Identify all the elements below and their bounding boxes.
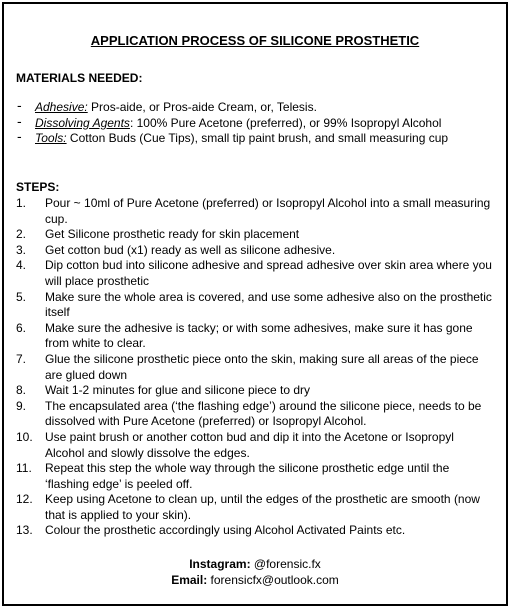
step-text: Repeat this step the whole way through the silicone prosthetic edge until the ‘flashing edge’ is peeled off.	[45, 461, 450, 491]
step-number: 5.	[16, 289, 27, 304]
step-number: 7.	[16, 351, 27, 366]
step-item	[16, 383, 494, 399]
instagram-handle: @forensic.fx	[250, 557, 321, 571]
step-text: Make sure the whole area is covered, and use some adhesive also on the prosthetic itself	[45, 289, 492, 320]
step-number: 8.	[16, 383, 27, 398]
step-number: 13.	[16, 523, 33, 538]
step-item	[16, 290, 494, 321]
step-number: 4.	[16, 258, 27, 273]
step-number: 6.	[16, 320, 27, 335]
bullet-dash: -	[17, 128, 22, 144]
materials-heading: MATERIALS NEEDED:	[16, 71, 143, 85]
material-text: : 100% Pure Acetone (preferred), or 99% Isopropyl Alcohol	[129, 115, 442, 130]
email-address: forensicfx@outlook.com	[207, 573, 339, 587]
step-item	[16, 399, 494, 430]
material-label: Dissolving Agents	[35, 115, 130, 130]
material-label: Adhesive:	[35, 100, 88, 114]
document-title: APPLICATION PROCESS OF SILICONE PROSTHETIC	[90, 33, 420, 48]
step-number: 11.	[16, 461, 32, 476]
step-item	[16, 258, 494, 289]
instagram-line	[4, 556, 506, 572]
step-number: 2.	[16, 227, 27, 242]
step-text: Colour the prosthetic accordingly using Alcohol Activated Paints etc.	[45, 523, 406, 538]
material-text: Pros-aide, or Pros-aide Cream, or, Telesis.	[87, 100, 317, 114]
step-item	[16, 492, 494, 523]
step-item	[16, 243, 494, 259]
step-text: Keep using Acetone to clean up, until the edges of the prosthetic are smooth (now that is applied to your skin).	[45, 492, 480, 522]
step-number: 12.	[16, 492, 33, 507]
email-line	[4, 572, 506, 588]
step-text: Use paint brush or another cotton bud and dip it into the Acetone or Isopropyl Alcohol and slowly dissolve the edges.	[45, 429, 454, 460]
material-text: Cotton Buds (Cue Tips), small tip paint brush, and small measuring cup	[66, 131, 449, 145]
steps-list	[16, 196, 494, 539]
materials-list	[16, 97, 496, 147]
contact-footer	[4, 556, 506, 588]
step-text: Get cotton bud (x1) ready as well as silicone adhesive.	[45, 242, 336, 257]
step-number: 1.	[16, 196, 27, 210]
material-item-tools	[16, 128, 496, 147]
bullet-dash: -	[17, 97, 22, 113]
step-text: Wait 1-2 minutes for glue and silicone piece to dry	[45, 383, 311, 398]
step-text: Dip cotton bud into silicone adhesive and spread adhesive over skin area where you will place prosthetic	[45, 258, 492, 288]
step-text: Make sure the adhesive is tacky; or with some adhesives, make sure it has gone from white to clear.	[45, 320, 473, 351]
step-text: The encapsulated area (‘the flashing edge’) around the silicone piece, needs to be dissolved with Pure Acetone (preferred) or Isopropyl Alcohol.	[45, 398, 482, 429]
bullet-dash: -	[17, 112, 22, 129]
material-item-dissolving-agents	[16, 112, 496, 132]
step-item	[16, 352, 494, 383]
step-item	[16, 430, 494, 461]
material-item-adhesive	[16, 97, 496, 116]
instagram-label: Instagram:	[189, 557, 251, 571]
document-page	[2, 2, 508, 606]
step-number: 10.	[16, 429, 33, 444]
step-item	[16, 461, 494, 492]
step-text: Glue the silicone prosthetic piece onto the skin, making sure all areas of the piece are glued down	[45, 351, 479, 382]
step-number: 3.	[16, 242, 27, 257]
email-label: Email:	[171, 573, 208, 587]
step-text: Get Silicone prosthetic ready for skin placement	[45, 227, 300, 242]
step-number: 9.	[16, 398, 27, 413]
material-label: Tools:	[35, 131, 67, 145]
step-text: Pour ~ 10ml of Pure Acetone (preferred) or Isopropyl Alcohol into a small measuring cup.	[45, 196, 491, 226]
step-item	[16, 321, 494, 352]
step-item	[16, 196, 494, 227]
step-item	[16, 227, 494, 243]
step-item	[16, 523, 494, 539]
steps-heading: STEPS:	[16, 180, 60, 194]
